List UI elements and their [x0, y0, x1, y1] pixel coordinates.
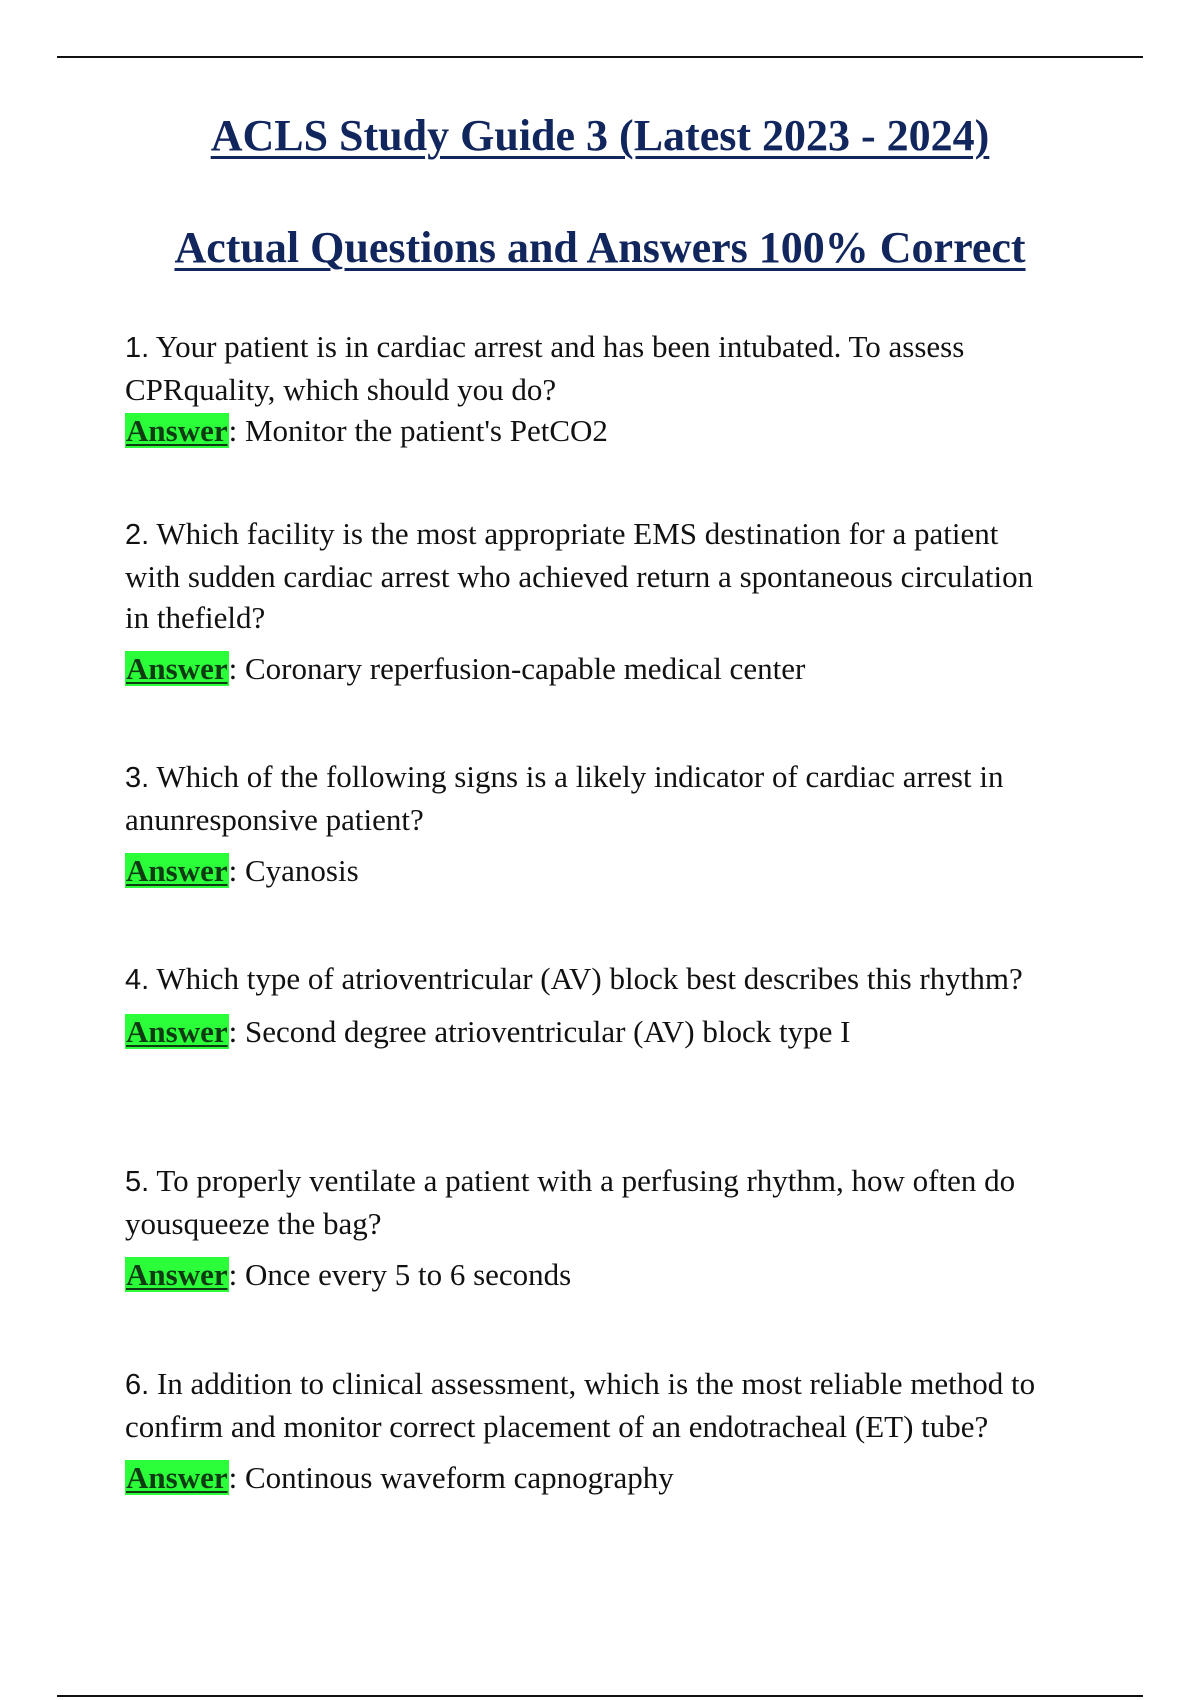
answer-line: [125, 410, 1110, 451]
question-text: [125, 326, 1110, 410]
answer-label: Answer: [126, 853, 228, 888]
question-text: [125, 958, 1055, 1001]
answer-line: [125, 1254, 1110, 1295]
answer-label: Answer: [126, 413, 228, 448]
answer-text: : Once every 5 to 6 seconds: [228, 1257, 572, 1292]
question-text: [125, 756, 1055, 840]
answer-text: : Coronary reperfusion-capable medical center: [228, 651, 806, 686]
answer-text: : Monitor the patient's PetCO2: [228, 413, 608, 448]
qa-item-1: [125, 326, 1110, 451]
answer-line: [125, 850, 1110, 891]
answer-text: : Second degree atrioventricular (AV) block type I: [228, 1014, 851, 1049]
answer-label: Answer: [126, 651, 228, 686]
question-body: Your patient is in cardiac arrest and has been intubated. To assess CPRquality, which should you do?: [125, 329, 965, 407]
question-body: To properly ventilate a patient with a perfusing rhythm, how often do yousqueeze the bag?: [125, 1163, 1016, 1241]
question-text: [125, 1160, 1055, 1244]
answer-label: Answer: [126, 1460, 228, 1495]
answer-text: : Cyanosis: [228, 853, 359, 888]
question-number: 3.: [125, 762, 150, 794]
page-title: ACLS Study Guide 3 (Latest 2023 - 2024): [210, 111, 990, 160]
answer-line: [125, 648, 1110, 689]
question-number: 4.: [125, 964, 150, 996]
qa-item-2: [125, 513, 1110, 689]
page-subtitle: Actual Questions and Answers 100% Correct: [174, 223, 1026, 272]
question-body: Which of the following signs is a likely indicator of cardiac arrest in anunresponsive patient?: [125, 759, 1004, 837]
answer-label: Answer: [126, 1257, 228, 1292]
question-number: 1.: [125, 332, 150, 364]
question-text: [125, 1363, 1055, 1447]
qa-item-4: [125, 958, 1110, 1052]
question-text: [125, 513, 1055, 638]
question-body: Which facility is the most appropriate EMS destination for a patient with sudden cardiac arrest who achieved return a spontaneous circulation in thefield?: [125, 516, 1034, 635]
qa-item-6: [125, 1363, 1110, 1498]
qa-item-5: [125, 1160, 1110, 1295]
answer-label: Answer: [126, 1014, 228, 1049]
top-rule: [57, 56, 1143, 58]
qa-item-3: [125, 756, 1110, 891]
bottom-rule: [57, 1695, 1143, 1697]
question-number: 5.: [125, 1166, 150, 1198]
question-number: 6.: [125, 1369, 150, 1401]
question-body: Which type of atrioventricular (AV) block best describes this rhythm?: [156, 961, 1023, 996]
question-body: In addition to clinical assessment, which is the most reliable method to confirm and monitor correct placement of an endotracheal (ET) tube?: [125, 1366, 1036, 1444]
question-number: 2.: [125, 519, 150, 551]
answer-line: [125, 1011, 1110, 1052]
answer-line: [125, 1457, 1110, 1498]
answer-text: : Continous waveform capnography: [228, 1460, 674, 1495]
